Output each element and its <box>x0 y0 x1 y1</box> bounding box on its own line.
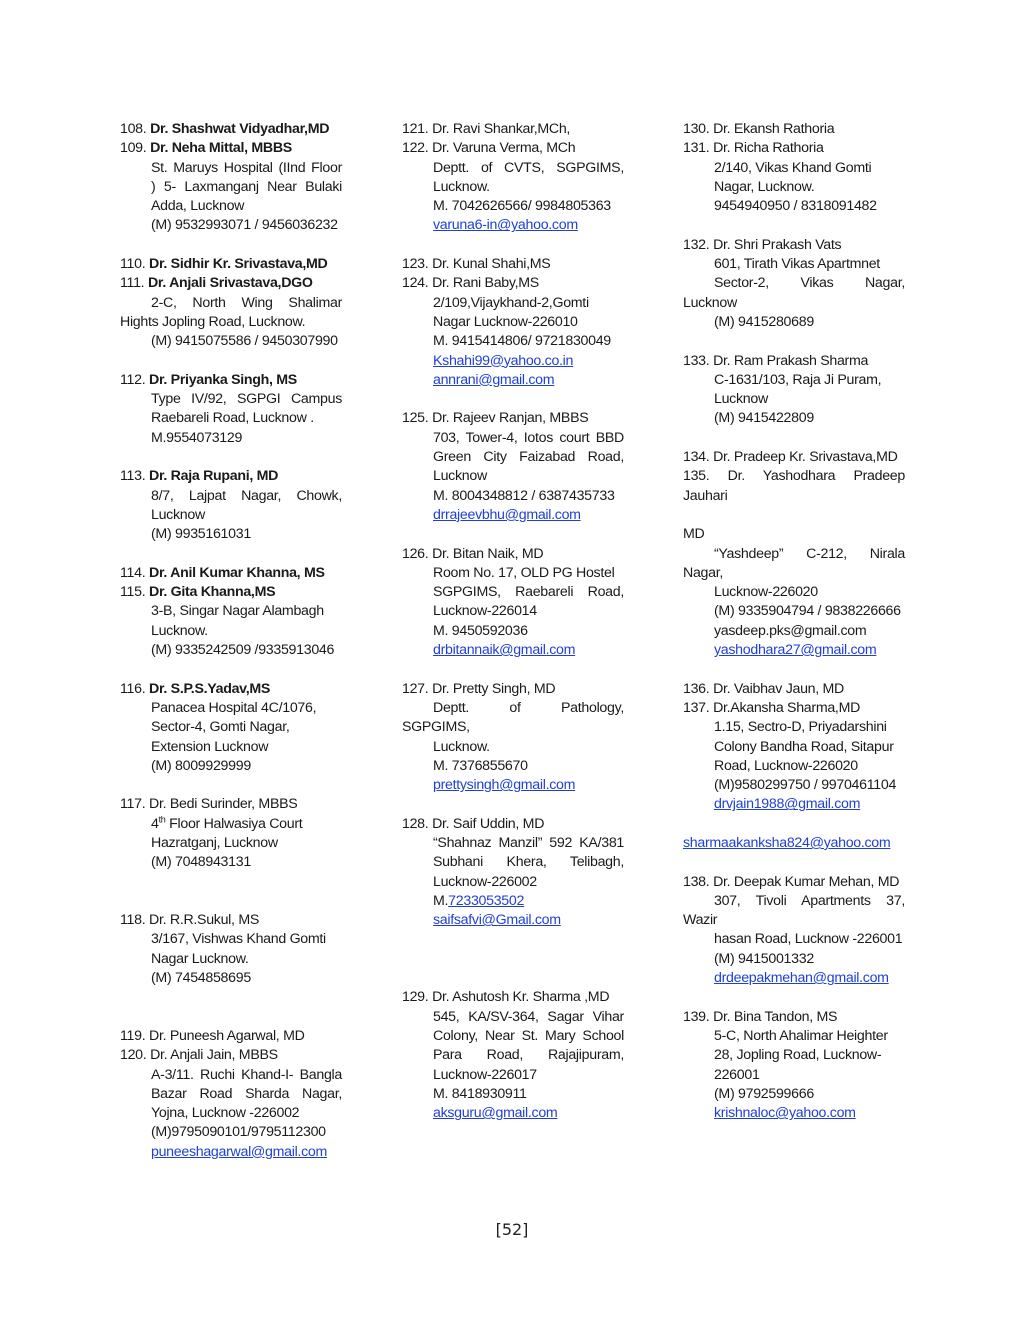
directory-entry-heading <box>120 274 342 293</box>
doctor-name: Dr. Ashutosh Kr. Sharma ,MD <box>428 989 610 1006</box>
doctor-name: Dr. Ekansh Rathoria <box>709 121 835 137</box>
address-line: 2/109,Vijaykhand-2,Gomti <box>433 294 589 311</box>
spacer <box>402 969 624 988</box>
email-link-text[interactable]: annrani@gmail.com <box>433 371 555 388</box>
doctor-name: Dr. Anil Kumar Khanna, MS <box>145 564 325 581</box>
email-link <box>402 506 624 525</box>
directory-entry-heading <box>120 911 342 930</box>
email-link <box>683 1104 905 1123</box>
column-3 <box>683 120 905 1123</box>
address-line: Type IV/92, SGPGI Campus <box>151 391 342 408</box>
entry-number: 117. <box>120 796 146 813</box>
email-link <box>683 795 905 814</box>
entry-number: 134. <box>683 449 710 466</box>
address-line: (M) 9415422809 <box>714 410 814 427</box>
entry-number: 133. <box>683 352 710 369</box>
directory-entry-heading <box>683 120 905 139</box>
address-line: Panacea Hospital 4C/1076, <box>151 699 317 716</box>
email-link-text[interactable]: varuna6-in@yahoo.com <box>433 217 578 234</box>
entry-number: 112. <box>120 371 146 388</box>
entry-number: 122. <box>402 140 429 157</box>
address-line: 703, Tower-4, Iotos court BBD <box>433 429 624 446</box>
entry-number: 130. <box>683 121 710 137</box>
directory-entry-heading <box>683 873 905 892</box>
address-line: M. 7042626566/ 9984805363 <box>433 198 611 215</box>
doctor-name: Dr. R.R.Sukul, MS <box>145 912 260 929</box>
doctor-name: Dr. Yashodhara Pradeep <box>709 468 905 485</box>
spacer <box>120 660 342 679</box>
address-line: hasan Road, Lucknow -226001 <box>714 931 903 948</box>
column-2 <box>402 120 624 1123</box>
address-line: 3/167, Vishwas Khand Gomti <box>151 931 326 948</box>
directory-entry-heading <box>683 236 905 255</box>
email-link-text[interactable]: drrajeevbhu@gmail.com <box>433 506 581 523</box>
doctor-name: Dr.Akansha Sharma,MD <box>709 699 861 716</box>
spacer <box>120 776 342 795</box>
column-1 <box>120 120 342 1162</box>
email-link-text[interactable]: saifsafvi@Gmail.com <box>433 912 561 929</box>
doctor-name: Dr. Ram Prakash Sharma <box>709 352 869 369</box>
directory-entry-heading <box>402 815 624 834</box>
spacer <box>683 988 905 1007</box>
entry-number: 116. <box>120 680 146 697</box>
address-line: (M) 9335242509 /9335913046 <box>151 642 335 659</box>
address-line: M. 8004348812 / 6387435733 <box>433 487 615 504</box>
address-line: Sector-4, Gomti Nagar, <box>151 719 290 736</box>
address-line: Lucknow. <box>433 738 490 755</box>
phone-link[interactable]: 7233053502 <box>448 892 525 909</box>
address-line: Lucknow <box>714 391 768 408</box>
entry-number: 131. <box>683 140 710 157</box>
address-line: (M)9580299750 / 9970461104 <box>714 777 897 794</box>
address-line: 5-C, North Ahalimar Heighter <box>714 1027 888 1044</box>
address-line: 3-B, Singar Nagar Alambagh <box>151 603 324 620</box>
doctor-name: Dr. Puneesh Agarwal, MD <box>145 1027 305 1044</box>
address-line: M. 9450592036 <box>433 622 528 639</box>
address-line: Lucknow-226017 <box>433 1066 537 1083</box>
directory-entry-heading <box>120 139 342 158</box>
address-line: Nagar Lucknow. <box>151 950 249 967</box>
address-line: Road, Lucknow-226020 <box>714 757 858 774</box>
address-line: (M)9795090101/9795112300 <box>151 1124 326 1141</box>
address-line: (M) 7454858695 <box>151 970 251 987</box>
email-link-text[interactable]: puneeshagarwal@gmail.com <box>151 1143 327 1160</box>
address-line: Sector-2, Vikas Nagar, <box>714 275 905 292</box>
doctor-name: Dr. Varuna Verma, MCh <box>428 140 576 157</box>
address-line: Adda, Lucknow <box>151 198 245 215</box>
spacer <box>402 390 624 409</box>
address-line: 9454940950 / 8318091482 <box>714 198 877 215</box>
directory-entry-heading <box>402 274 624 293</box>
address-line: 2/140, Vikas Khand Gomti <box>714 159 872 176</box>
doctor-name: Dr. Saif Uddin, MD <box>428 815 545 832</box>
address-line: Colony Bandha Road, Sitapur <box>714 738 894 755</box>
address-line: (M) 9532993071 / 9456036232 <box>151 217 338 234</box>
doctor-name: Dr. Deepak Kumar Mehan, MD <box>709 873 900 890</box>
address-line: Extension Lucknow <box>151 738 269 755</box>
doctor-name: Dr. Shashwat Vidyadhar,MD <box>146 121 330 137</box>
address-line: (M) 9415280689 <box>714 313 814 330</box>
email-link <box>402 352 624 371</box>
address-line: 601, Tirath Vikas Apartmnet <box>714 256 880 273</box>
email-link-text[interactable]: aksguru@gmail.com <box>433 1105 558 1122</box>
entry-number: 110. <box>120 256 146 273</box>
phone-prefix: M. <box>433 892 449 909</box>
address-line: SGPGIMS, Raebareli Road, <box>433 584 624 601</box>
entry-number: 109. <box>120 140 147 157</box>
entry-number: 125. <box>402 410 429 427</box>
entry-number: 132. <box>683 236 710 253</box>
spacer <box>402 525 624 544</box>
address-line: C-1631/103, Raja Ji Puram, <box>714 371 882 388</box>
doctor-name: Dr. Anjali Srivastava,DGO <box>144 275 313 292</box>
address-line: (M) 9335904794 / 9838226666 <box>714 603 901 620</box>
directory-entry-heading <box>402 120 624 139</box>
entry-number: 136. <box>683 680 710 697</box>
entry-number: 115. <box>120 584 146 601</box>
address-line: 8/7, Lajpat Nagar, Chowk, <box>151 487 342 504</box>
address-line: (M) 9792599666 <box>714 1085 814 1102</box>
directory-entry-heading <box>683 448 905 467</box>
email-link <box>402 641 624 660</box>
entry-number: 139. <box>683 1008 710 1025</box>
address-line: Para Road, Rajajipuram, <box>433 1047 624 1064</box>
address-line: Nagar, <box>683 564 723 581</box>
entry-number: 111. <box>120 275 145 292</box>
address-line: Nagar Lucknow-226010 <box>433 313 578 330</box>
address-line: M. 7376855670 <box>433 757 528 774</box>
address-line: ) 5- Laxmanganj Near Bulaki <box>151 178 342 195</box>
address-line: Raebareli Road, Lucknow . <box>151 410 314 427</box>
doctor-name: Dr. Neha Mittal, MBBS <box>146 140 292 157</box>
address-line: (M) 9935161031 <box>151 526 251 543</box>
address-line: Hights Jopling Road, Lucknow. <box>120 313 306 330</box>
directory-entry-heading <box>402 988 624 1007</box>
address-line: 28, Jopling Road, Lucknow- <box>714 1047 882 1064</box>
entry-number: 137. <box>683 699 710 716</box>
email-link <box>402 776 624 795</box>
directory-entry-heading <box>120 1046 342 1065</box>
address-line: Lucknow. <box>433 178 490 195</box>
email-link-text[interactable]: drbitannaik@gmail.com <box>433 642 576 659</box>
entry-number: 129. <box>402 989 429 1006</box>
directory-entry-heading <box>120 1027 342 1046</box>
entry-number: 128. <box>402 815 429 832</box>
email-link-text[interactable]: Kshahi99@yahoo.co.in <box>433 352 574 369</box>
email-link <box>683 641 905 660</box>
directory-entry-heading <box>402 680 624 699</box>
address-line: Nagar, Lucknow. <box>714 178 815 195</box>
phone-line <box>402 892 624 911</box>
directory-entry-heading <box>402 409 624 428</box>
address-line: 226001 <box>714 1066 760 1083</box>
spacer <box>120 545 342 564</box>
address-line: (M) 8009929999 <box>151 757 251 774</box>
doctor-name: Dr. Vaibhav Jaun, MD <box>709 680 845 697</box>
spacer <box>683 332 905 351</box>
email-link <box>402 216 624 235</box>
email-link-text[interactable]: prettysingh@gmail.com <box>433 777 576 794</box>
email-link-text[interactable]: sharmaakanksha824@yahoo.com <box>683 834 891 851</box>
doctor-name: Dr. Priyanka Singh, MS <box>145 371 297 388</box>
directory-entry-heading <box>120 371 342 390</box>
address-line: Subhani Khera, Telibagh, <box>433 854 624 871</box>
spacer <box>120 448 342 467</box>
doctor-name: Dr. Richa Rathoria <box>709 140 824 157</box>
directory-entry-heading <box>402 139 624 158</box>
entry-number: 124. <box>402 275 429 292</box>
directory-entry-heading <box>683 467 905 486</box>
address-line: Deptt. of Pathology, <box>433 699 624 716</box>
address-line: M. 8418930911 <box>433 1085 527 1102</box>
email-link-text[interactable]: yashodhara27@gmail.com <box>714 642 877 659</box>
address-line: yasdeep.pks@gmail.com <box>714 622 867 639</box>
address-line: (M) 9415075586 / 9450307990 <box>151 333 338 350</box>
address-line: “Yashdeep” C-212, Nirala <box>714 545 905 562</box>
spacer <box>402 930 624 949</box>
spacer <box>683 506 905 525</box>
doctor-name: Dr. Bedi Surinder, MBBS <box>145 796 298 813</box>
address-line: Lucknow-226020 <box>714 584 818 601</box>
doctor-name: Dr. Bitan Naik, MD <box>428 545 544 562</box>
email-link <box>120 1143 342 1162</box>
address-line: Green City Faizabad Road, <box>433 449 624 466</box>
directory-entry-heading <box>683 699 905 718</box>
address-line: 307, Tivoli Apartments 37, <box>714 892 905 909</box>
address-line: 545, KA/SV-364, Sagar Vihar <box>433 1008 624 1025</box>
email-link-text[interactable]: krishnaloc@yahoo.com <box>714 1105 856 1122</box>
spacer <box>683 853 905 872</box>
spacer <box>683 660 905 679</box>
doctor-name: Dr. Anjali Jain, MBBS <box>146 1047 278 1064</box>
doctor-name: Dr. Bina Tandon, MS <box>709 1008 838 1025</box>
address-line: Lucknow <box>151 506 205 523</box>
entry-number: 138. <box>683 873 710 890</box>
directory-entry-heading <box>120 120 342 139</box>
entry-number: 108. <box>120 121 147 137</box>
doctor-name: Dr. Sidhir Kr. Srivastava,MD <box>145 256 328 273</box>
directory-entry-heading <box>120 583 342 602</box>
address-line: MD <box>683 526 705 543</box>
email-link-text[interactable]: drvjain1988@gmail.com <box>714 796 861 813</box>
directory-entry-heading <box>683 1008 905 1027</box>
address-line: Lucknow <box>683 294 737 311</box>
directory-entry-heading <box>402 255 624 274</box>
address-line: Room No. 17, OLD PG Hostel <box>433 564 615 581</box>
entry-number: 126. <box>402 545 429 562</box>
entry-number: 113. <box>120 468 146 485</box>
email-link <box>683 969 905 988</box>
directory-entry-heading <box>120 680 342 699</box>
spacer <box>402 950 624 969</box>
address-line: (M) 9415001332 <box>714 950 814 967</box>
address-line: A-3/11. Ruchi Khand-I- Bangla <box>151 1066 342 1083</box>
address-line: Lucknow-226014 <box>433 603 537 620</box>
directory-entry-heading <box>120 795 342 814</box>
address-line: “Shahnaz Manzil” 592 KA/381 <box>433 834 624 851</box>
address-line: Deptt. of CVTS, SGPGIMS, <box>433 159 624 176</box>
address-line: 1.15, Sectro-D, Priyadarshini <box>714 719 887 736</box>
doctor-name: Dr. Shri Prakash Vats <box>709 236 842 253</box>
email-link <box>683 834 905 853</box>
address-line: Bazar Road Sharda Nagar, <box>151 1085 342 1102</box>
doctor-name: Dr. Rajeev Ranjan, MBBS <box>428 410 589 427</box>
email-link <box>402 371 624 390</box>
entry-number: 114. <box>120 564 146 581</box>
spacer <box>120 1008 342 1027</box>
spacer <box>120 892 342 911</box>
doctor-name: Dr. Gita Khanna,MS <box>145 584 276 601</box>
entry-number: 123. <box>402 256 429 273</box>
directory-entry-heading <box>683 680 905 699</box>
entry-number: 127. <box>402 680 429 697</box>
spacer <box>402 795 624 814</box>
address-line: Lucknow. <box>151 622 208 639</box>
address-line: SGPGIMS, <box>402 719 470 736</box>
spacer <box>120 236 342 255</box>
directory-entry-heading <box>120 467 342 486</box>
entry-number: 135. <box>683 468 710 485</box>
address-line: Lucknow <box>433 468 487 485</box>
directory-entry-heading <box>120 564 342 583</box>
address-line: St. Maruys Hospital (IInd Floor <box>151 159 342 176</box>
address-line: Colony, Near St. Mary School <box>433 1027 624 1044</box>
email-link-text[interactable]: drdeepakmehan@gmail.com <box>714 970 889 987</box>
address-line: Lucknow-226002 <box>433 873 537 890</box>
doctor-name: Dr. Kunal Shahi,MS <box>428 256 551 273</box>
spacer <box>402 236 624 255</box>
address-line: Yojna, Lucknow -226002 <box>151 1105 300 1122</box>
page-number: [52] <box>495 1220 529 1239</box>
address-line: M. 9415414806/ 9721830049 <box>433 333 611 350</box>
email-link <box>402 1104 624 1123</box>
entry-number: 120. <box>120 1047 147 1064</box>
spacer <box>683 216 905 235</box>
address-line: 4th Floor Halwasiya Court <box>151 813 303 832</box>
directory-entry-heading <box>402 545 624 564</box>
address-line: M.9554073129 <box>151 429 243 446</box>
spacer <box>120 352 342 371</box>
doctor-name: Dr. Pradeep Kr. Srivastava,MD <box>709 449 898 466</box>
spacer <box>120 988 342 1007</box>
address-line: Wazir <box>683 912 718 929</box>
entry-number: 121. <box>402 121 429 137</box>
spacer <box>683 815 905 834</box>
spacer <box>120 873 342 892</box>
address-line: Hazratganj, Lucknow <box>151 834 278 851</box>
doctor-name: Dr. Pretty Singh, MD <box>428 680 556 697</box>
doctor-name: Dr. S.P.S.Yadav,MS <box>145 680 271 697</box>
spacer <box>402 660 624 679</box>
address-line: 2-C, North Wing Shalimar <box>151 294 342 311</box>
doctor-name: Dr. Ravi Shankar,MCh, <box>428 121 571 137</box>
address-line: (M) 7048943131 <box>151 854 251 871</box>
directory-entry-heading <box>683 352 905 371</box>
directory-entry-heading <box>683 139 905 158</box>
email-link <box>402 911 624 930</box>
spacer <box>683 429 905 448</box>
entry-number: 118. <box>120 912 146 929</box>
directory-entry-heading <box>120 255 342 274</box>
doctor-name: Dr. Raja Rupani, MD <box>145 468 279 485</box>
doctor-name: Dr. Rani Baby,MS <box>428 275 539 292</box>
entry-number: 119. <box>120 1027 146 1044</box>
address-line: Jauhari <box>683 487 728 504</box>
